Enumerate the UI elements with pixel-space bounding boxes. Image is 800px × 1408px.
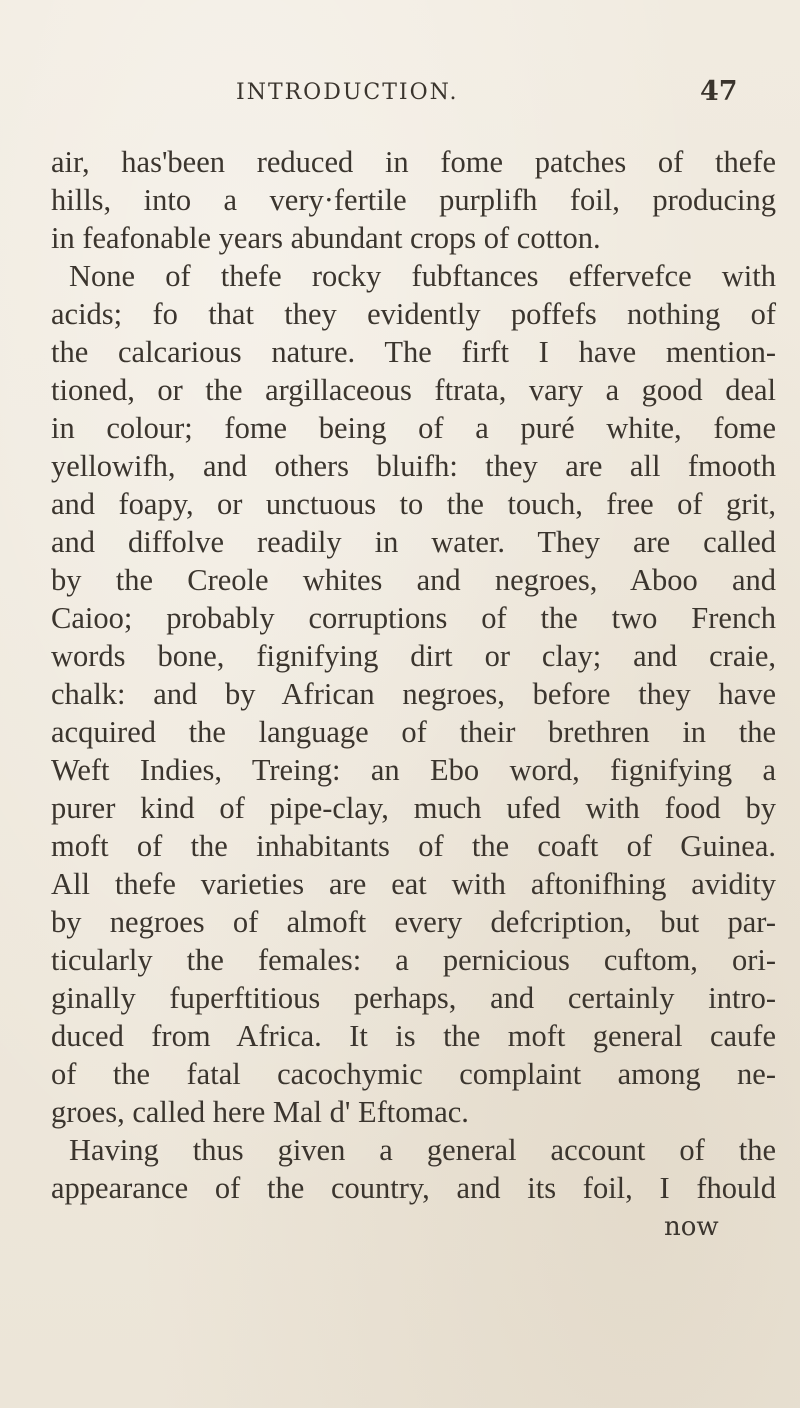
- text-line: [51, 978, 776, 1018]
- text-line-content: in feafonable years abundant crops of cotton.: [51, 221, 601, 255]
- text-line-content: words bone, fignifying dirt or clay; and craie,: [51, 639, 776, 673]
- text-line: [51, 902, 776, 942]
- text-line-content: duced from Africa. It is the moft general caufe: [51, 1019, 776, 1053]
- text-line: [51, 522, 776, 562]
- text-line-content: groes, called here Mal d' Eftomac.: [51, 1095, 469, 1129]
- text-line-content: by negroes of almoft every defcription, but par-: [51, 905, 776, 939]
- text-line: [51, 1092, 776, 1132]
- text-line: [51, 484, 776, 524]
- text-line-content: and diffolve readily in water. They are called: [51, 525, 776, 559]
- text-line-content: in colour; fome being of a puré white, fome: [51, 411, 776, 445]
- text-line: [51, 636, 776, 676]
- text-line: [51, 446, 776, 486]
- text-line-content: of the fatal cacochymic complaint among ne-: [51, 1057, 776, 1091]
- text-line: [51, 332, 776, 372]
- text-line-content: air, has'been reduced in fome patches of thefe: [51, 145, 776, 179]
- text-line-content: ticularly the females: a pernicious cuftom, ori-: [51, 943, 776, 977]
- text-line: [51, 180, 776, 220]
- text-line: [51, 218, 776, 258]
- text-line: [51, 712, 776, 752]
- text-line: [51, 674, 776, 714]
- text-line-content: Caioo; probably corruptions of the two French: [51, 601, 776, 635]
- running-head: [0, 76, 800, 120]
- text-line-content: yellowifh, and others bluifh: they are all fmooth: [51, 449, 776, 483]
- text-line-content: None of thefe rocky fubftances effervefce with: [69, 259, 776, 293]
- text-line-content: Having thus given a general account of the: [69, 1133, 776, 1167]
- text-line-content: acids; fo that they evidently poffefs nothing of: [51, 297, 776, 331]
- text-line: [51, 1168, 776, 1208]
- text-line-content: All thefe varieties are eat with aftonifhing avidity: [51, 867, 776, 901]
- text-line-content: ginally fuperftitious perhaps, and certainly intro-: [51, 981, 776, 1015]
- text-line: [69, 1130, 776, 1170]
- text-line-content: appearance of the country, and its foil, I fhould: [51, 1171, 776, 1205]
- text-line: [51, 1016, 776, 1056]
- text-line: [51, 294, 776, 334]
- text-line: [51, 864, 776, 904]
- text-line: [51, 1054, 776, 1094]
- text-line-content: chalk: and by African negroes, before they have: [51, 677, 776, 711]
- text-line-content: purer kind of pipe-clay, much ufed with food by: [51, 791, 776, 825]
- text-line: [51, 598, 776, 638]
- text-line-content: the calcarious nature. The firft I have mention-: [51, 335, 776, 369]
- text-line: [69, 256, 776, 296]
- text-line-content: moft of the inhabitants of the coaft of Guinea.: [51, 829, 776, 863]
- text-line: [51, 826, 776, 866]
- catchword: now: [664, 1212, 719, 1242]
- text-line: [51, 142, 776, 182]
- text-line-content: Weft Indies, Treing: an Ebo word, fignifying a: [51, 753, 776, 787]
- text-line-content: acquired the language of their brethren in the: [51, 715, 776, 749]
- text-line: [51, 370, 776, 410]
- text-line: [51, 408, 776, 448]
- running-title: INTRODUCTION.: [236, 80, 459, 105]
- page-number: 47: [700, 76, 738, 107]
- text-line: [51, 788, 776, 828]
- text-line: [51, 560, 776, 600]
- text-line-content: hills, into a very·fertile purplifh foil, producing: [51, 183, 776, 217]
- text-line-content: and foapy, or unctuous to the touch, free of grit,: [51, 487, 776, 521]
- text-line: [51, 750, 776, 790]
- text-line-content: by the Creole whites and negroes, Aboo and: [51, 563, 776, 597]
- text-line: [51, 940, 776, 980]
- text-line-content: tioned, or the argillaceous ftrata, vary a good deal: [51, 373, 776, 407]
